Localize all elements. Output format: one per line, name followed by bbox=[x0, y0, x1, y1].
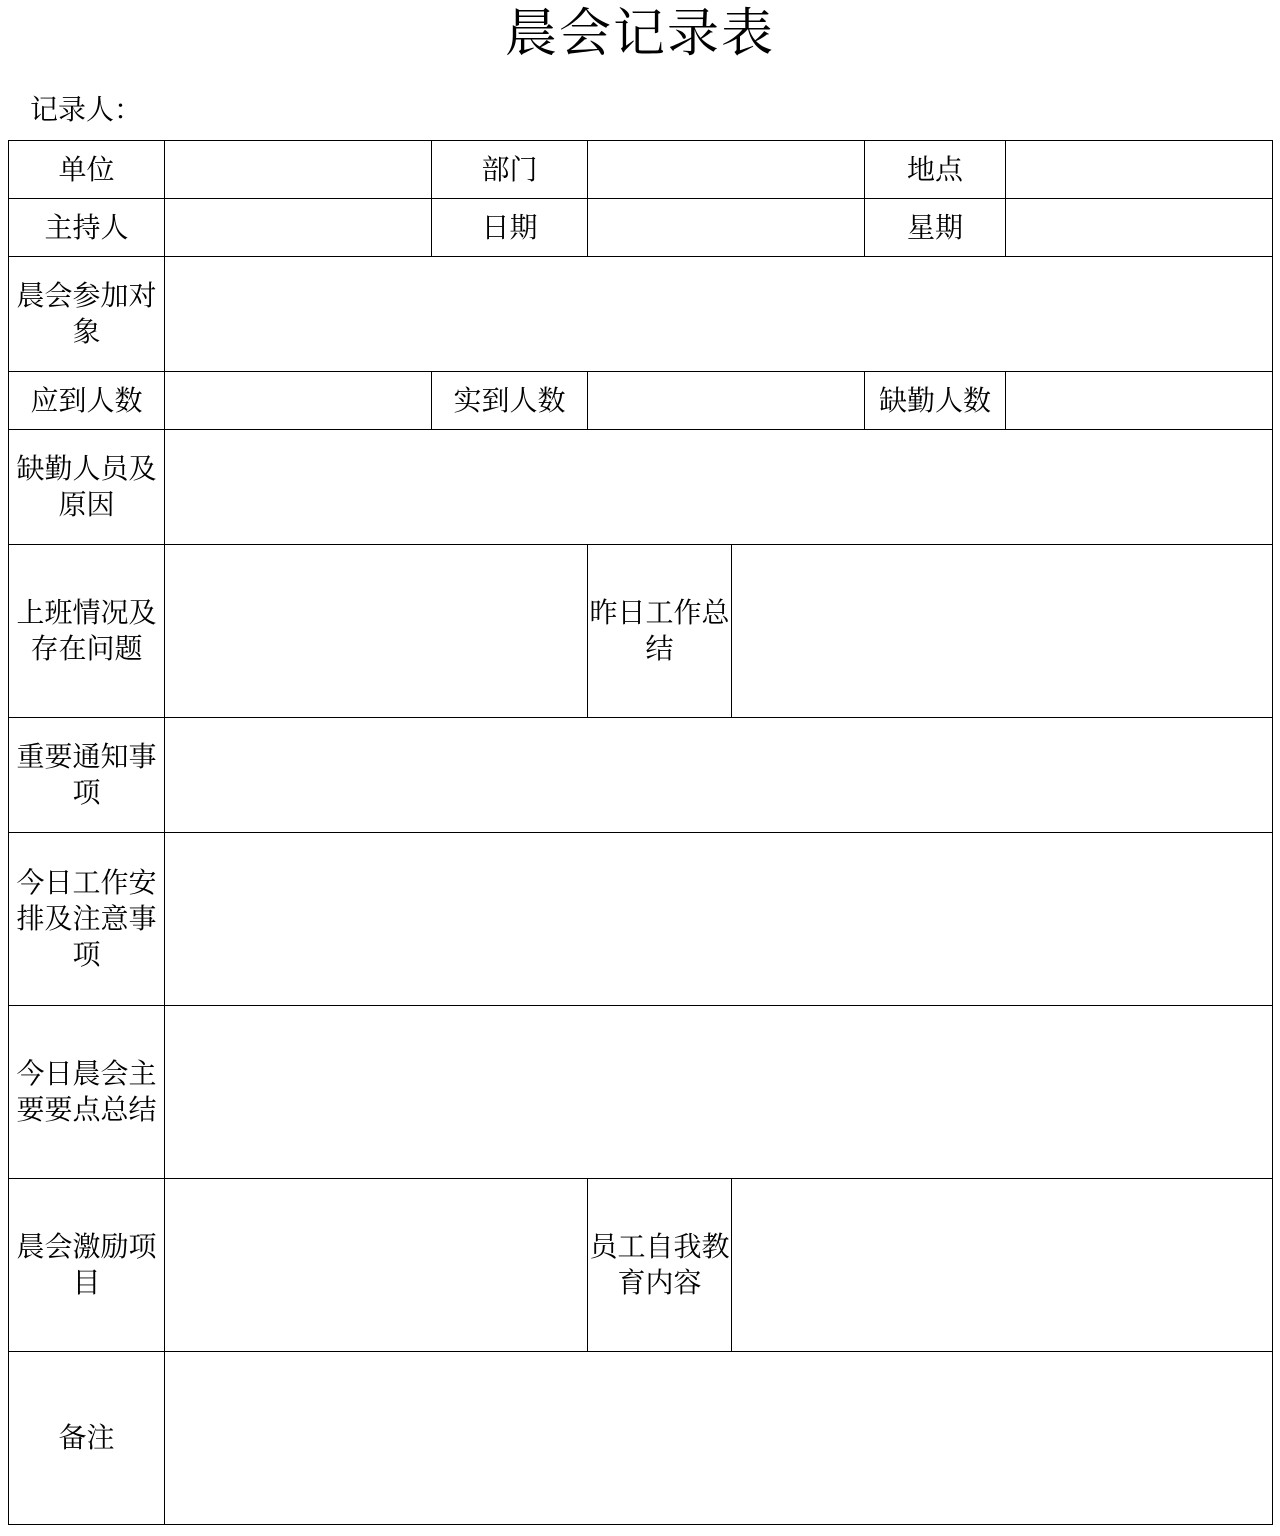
yesterday-summary-label: 昨日工作总结 bbox=[588, 545, 732, 718]
absent-count-label: 缺勤人数 bbox=[865, 372, 1006, 430]
self-education-label: 员工自我教育内容 bbox=[588, 1179, 732, 1352]
work-issues-field[interactable] bbox=[165, 545, 588, 718]
key-points-field[interactable] bbox=[165, 1006, 1273, 1179]
incentives-field[interactable] bbox=[165, 1179, 588, 1352]
unit-field[interactable] bbox=[165, 141, 432, 199]
date-label: 日期 bbox=[432, 199, 588, 257]
department-label: 部门 bbox=[432, 141, 588, 199]
unit-label: 单位 bbox=[9, 141, 165, 199]
absent-reason-label: 缺勤人员及原因 bbox=[9, 430, 165, 545]
absent-count-field[interactable] bbox=[1006, 372, 1273, 430]
row-key-points bbox=[9, 1006, 1273, 1179]
host-field[interactable] bbox=[165, 199, 432, 257]
row-absent-reason bbox=[9, 430, 1273, 545]
row-incentives bbox=[9, 1179, 1273, 1352]
participants-field[interactable] bbox=[165, 257, 1273, 372]
row-notices bbox=[9, 718, 1273, 833]
location-field[interactable] bbox=[1006, 141, 1273, 199]
row-counts bbox=[9, 372, 1273, 430]
expected-count-field[interactable] bbox=[165, 372, 432, 430]
location-label: 地点 bbox=[865, 141, 1006, 199]
absent-reason-field[interactable] bbox=[165, 430, 1273, 545]
date-field[interactable] bbox=[588, 199, 865, 257]
weekday-field[interactable] bbox=[1006, 199, 1273, 257]
weekday-label: 星期 bbox=[865, 199, 1006, 257]
host-label: 主持人 bbox=[9, 199, 165, 257]
remarks-field[interactable] bbox=[165, 1352, 1273, 1525]
actual-count-label: 实到人数 bbox=[432, 372, 588, 430]
work-issues-label: 上班情况及存在问题 bbox=[9, 545, 165, 718]
remarks-label: 备注 bbox=[9, 1352, 165, 1525]
meeting-record-table bbox=[8, 140, 1273, 1525]
today-plan-field[interactable] bbox=[165, 833, 1273, 1006]
row-host bbox=[9, 199, 1273, 257]
notices-field[interactable] bbox=[165, 718, 1273, 833]
today-plan-label: 今日工作安排及注意事项 bbox=[9, 833, 165, 1006]
notices-label: 重要通知事项 bbox=[9, 718, 165, 833]
incentives-label: 晨会激励项目 bbox=[9, 1179, 165, 1352]
row-today-plan bbox=[9, 833, 1273, 1006]
self-education-field[interactable] bbox=[732, 1179, 1273, 1352]
department-field[interactable] bbox=[588, 141, 865, 199]
row-unit bbox=[9, 141, 1273, 199]
page-title: 晨会记录表 bbox=[504, 4, 775, 64]
recorder-label: 记录人： bbox=[30, 93, 143, 126]
row-participants bbox=[9, 257, 1273, 372]
row-work-issues bbox=[9, 545, 1273, 718]
key-points-label: 今日晨会主要要点总结 bbox=[9, 1006, 165, 1179]
yesterday-summary-field[interactable] bbox=[732, 545, 1273, 718]
row-remarks bbox=[9, 1352, 1273, 1525]
actual-count-field[interactable] bbox=[588, 372, 865, 430]
expected-count-label: 应到人数 bbox=[9, 372, 165, 430]
participants-label: 晨会参加对象 bbox=[9, 257, 165, 372]
